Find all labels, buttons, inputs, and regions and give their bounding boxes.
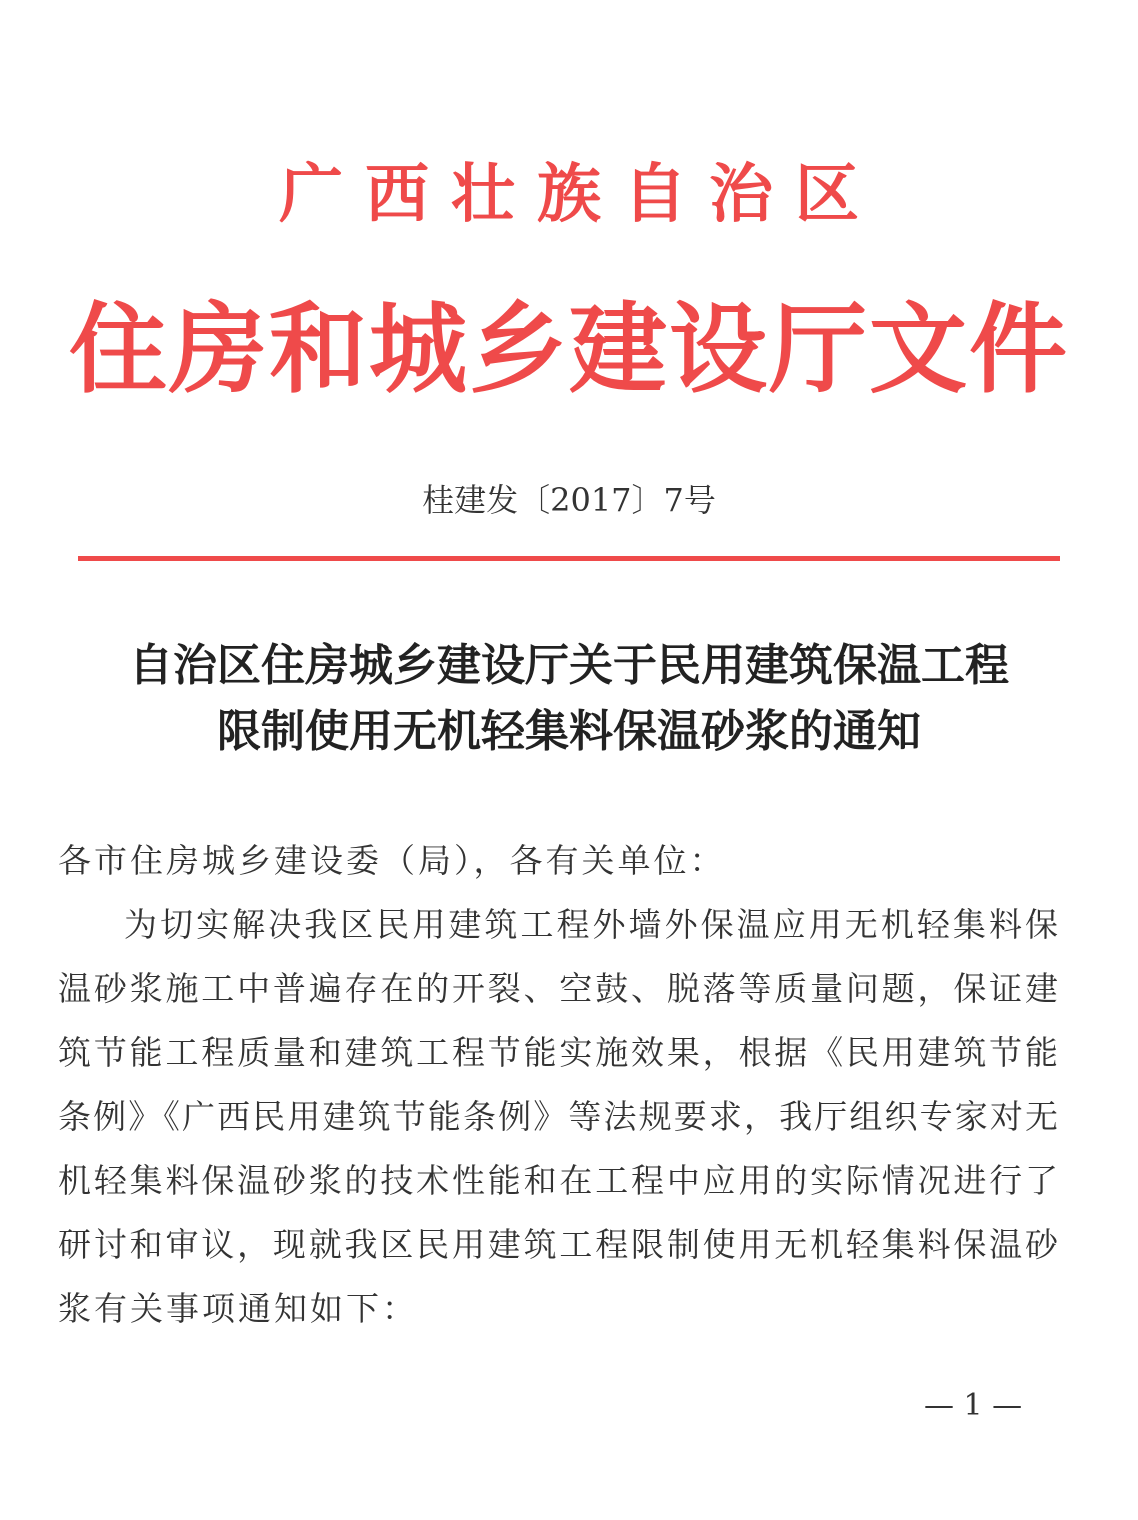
body-line-6: 研讨和审议，现就我区民用建筑工程限制使用无机轻集料保温砂 <box>58 1225 1058 1264</box>
body-line-7: 浆有关事项通知如下： <box>58 1289 418 1328</box>
document-title-line-1: 自治区住房城乡建设厅关于民用建筑保温工程 <box>129 640 1009 691</box>
document-number: 桂建发〔2017〕7号 <box>422 481 716 519</box>
body-line-1: 为切实解决我区民用建筑工程外墙外保温应用无机轻集料保 <box>124 905 1058 944</box>
body-line-5: 机轻集料保温砂浆的技术性能和在工程中应用的实际情况进行了 <box>58 1161 1058 1200</box>
red-divider-rule <box>78 556 1060 561</box>
body-line-2: 温砂浆施工中普遍存在的开裂、空鼓、脱落等质量问题，保证建 <box>58 969 1058 1008</box>
issuer-department: 住房和城乡建设厅文件 <box>68 292 1069 407</box>
document-title-line-2: 限制使用无机轻集料保温砂浆的通知 <box>217 706 921 757</box>
page-number: — 1 — <box>924 1388 1023 1423</box>
issuer-region: 广西壮族自治区 <box>279 157 881 232</box>
body-line-4: 条例》《广西民用建筑节能条例》等法规要求，我厅组织专家对无 <box>58 1097 1058 1136</box>
salutation: 各市住房城乡建设委（局），各有关单位： <box>58 841 726 880</box>
body-line-3: 筑节能工程质量和建筑工程节能实施效果，根据《民用建筑节能 <box>58 1033 1058 1072</box>
